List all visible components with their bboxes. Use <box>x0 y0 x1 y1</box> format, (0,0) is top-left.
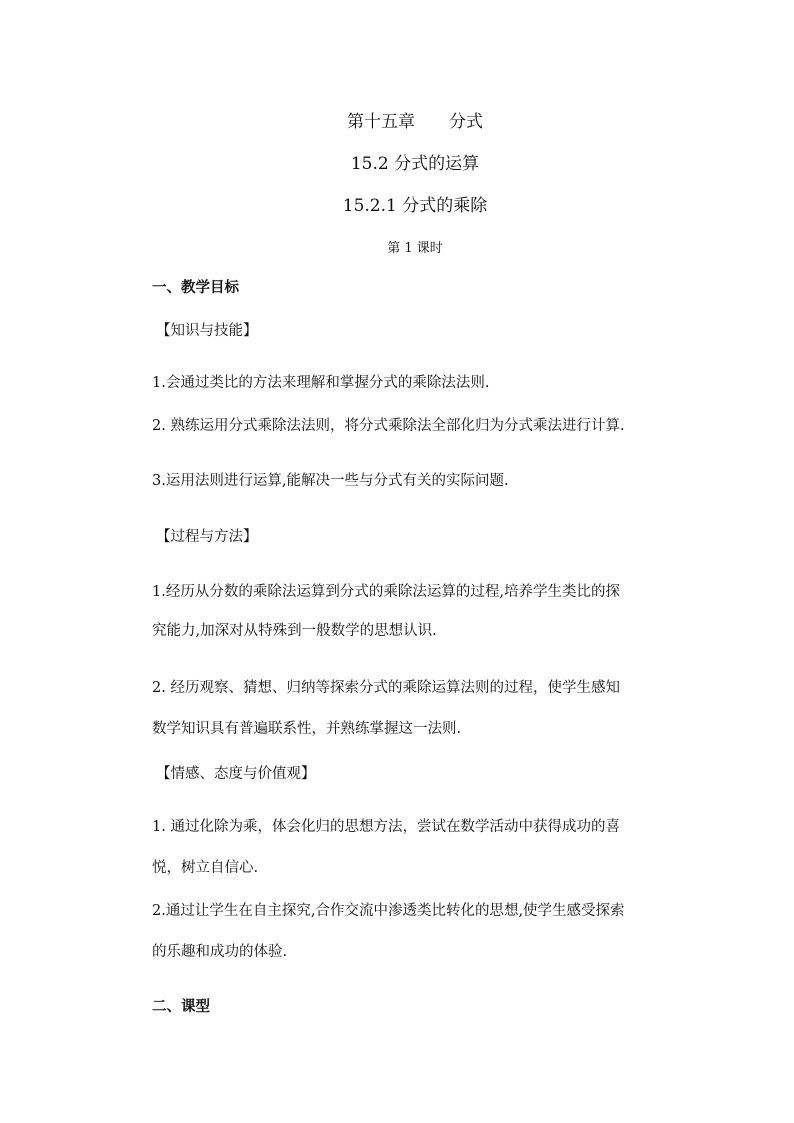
process-item-1-line-2: 究能力,加深对从特殊到一般数学的思想认识. <box>152 623 437 639</box>
knowledge-item-1: 1.会通过类比的方法来理解和掌握分式的乘除法法则. <box>152 375 490 391</box>
process-item-1-line-1: 1.经历从分数的乘除法运算到分式的乘除法运算的过程,培养学生类比的探 <box>152 584 620 600</box>
process-item-2-line-2: 数学知识具有普遍联系性，并熟练掌握这一法则. <box>152 721 462 737</box>
knowledge-item-3: 3.运用法则进行运算,能解决一些与分式有关的实际问题. <box>152 473 509 489</box>
emotion-item-2-line-1: 2.通过让学生在自主探究,合作交流中渗透类比转化的思想,使学生感受探索 <box>152 903 625 919</box>
subheading-process-methods: 【过程与方法】 <box>156 529 258 545</box>
emotion-item-2-line-2: 的乐趣和成功的体验. <box>152 944 288 960</box>
subheading-emotion-values: 【情感、态度与价值观】 <box>156 766 316 782</box>
knowledge-item-2: 2. 熟练运用分式乘除法法则，将分式乘除法全部化归为分式乘法进行计算. <box>152 418 625 434</box>
chapter-name: 分式 <box>449 112 483 132</box>
emotion-item-1-line-1: 1. 通过化除为乘，体会化归的思想方法，尝试在数学活动中获得成功的喜 <box>152 819 620 835</box>
lesson-label: 第 1 课时 <box>387 241 443 256</box>
chapter-number: 第十五章 <box>347 112 415 132</box>
section-heading-lesson-type: 二、课型 <box>152 999 210 1015</box>
section-heading-teaching-goals: 一、教学目标 <box>152 280 239 296</box>
subheading-knowledge-skills: 【知识与技能】 <box>156 323 258 339</box>
section-title: 15.2 分式的运算 <box>350 154 480 174</box>
subsection-title: 15.2.1 分式的乘除 <box>342 196 488 216</box>
process-item-2-line-1: 2. 经历观察、猜想、归纳等探索分式的乘除运算法则的过程，使学生感知 <box>152 680 620 696</box>
chapter-title <box>0 107 794 132</box>
emotion-item-1-line-2: 悦，树立自信心. <box>152 860 259 876</box>
